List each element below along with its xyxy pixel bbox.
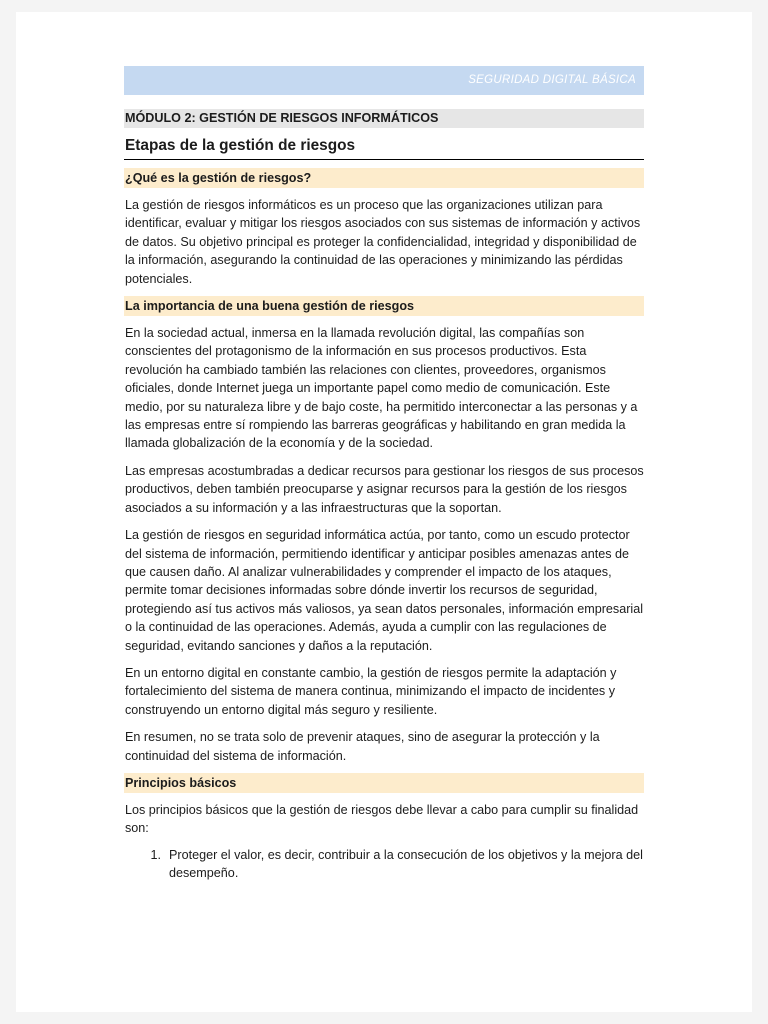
paragraph: La gestión de riesgos informáticos es un proceso que las organizaciones utilizan para identificar, evaluar y mitigar los riesgos asociados con sus sistemas de información y activos de datos. Su objetivo principal es proteger la confidencialidad, integridad y disponibilidad de la información, asegurando la continuidad de las operaciones y minimizando las pérdidas potenciales.	[125, 198, 641, 286]
list-item-text: Proteger el valor, es decir, contribuir a la consecución de los objetivos y la mejora del desempeño.	[169, 847, 643, 881]
running-header	[124, 66, 644, 95]
paragraph: En la sociedad actual, inmersa en la llamada revolución digital, las compañías son conscientes del protagonismo de la información en sus procesos productivos. Esta revolución ha cambiado también las relaciones con clientes, proveedores, organismos oficiales, donde Internet juega un importante papel como medio de comunicación. Este medio, por su naturaleza libre y de bajo coste, ha permitido interconectar a las personas y a las empresas entre sí rompiendo las barreras geográficas y habilitando en gran medida la llamada globalización de la economía y de la sociedad.	[125, 326, 638, 451]
paragraph: En un entorno digital en constante cambio, la gestión de riesgos permite la adaptación y fortalecimiento del sistema de manera continua, minimizando el impacto de incidentes y construyendo un entorno digital más seguro y resiliente.	[125, 665, 617, 717]
running-header-title: SEGURIDAD DIGITAL BÁSICA	[468, 74, 636, 86]
paragraph: Las empresas acostumbradas a dedicar recursos para gestionar los riesgos de sus procesos productivos, deben también preocuparse y asignar recursos para la gestión de los riesgos asociados a su información y a las infraestructuras que la soportan.	[125, 463, 644, 515]
paragraph: La gestión de riesgos en seguridad informática actúa, por tanto, como un escudo protector del sistema de información, permitiendo identificar y anticipar posibles amenazas antes de que causen daño. Al analizar vulnerabilidades y comprender el impacto de los ataques, permite tomar decisiones informadas sobre dónde invertir los recursos de seguridad, protegiendo así tus activos más valiosos, ya sean datos personales, información empresarial o la continuidad de las operaciones. Además, ayuda a cumplir con las regulaciones de seguridad, evitando sanciones y daños a la reputación.	[125, 528, 644, 653]
subheading-que-es: ¿Qué es la gestión de riesgos?	[124, 168, 644, 188]
list-item-number: 1.	[150, 847, 161, 862]
paragraph: Los principios básicos que la gestión de riesgos debe llevar a cabo para cumplir su finalidad son:	[125, 802, 639, 836]
paragraph: En resumen, no se trata solo de prevenir ataques, sino de asegurar la protección y la continuidad del sistema de información.	[125, 730, 600, 763]
module-title: MÓDULO 2: GESTIÓN DE RIESGOS INFORMÁTICOS	[124, 109, 644, 128]
subheading-importancia: La importancia de una buena gestión de riesgos	[124, 296, 644, 316]
section-title: Etapas de la gestión de riesgos	[124, 134, 644, 160]
document-page	[16, 12, 752, 1012]
subheading-principios: Principios básicos	[124, 773, 644, 793]
page-content	[124, 66, 644, 883]
numbered-list-item	[124, 846, 644, 883]
